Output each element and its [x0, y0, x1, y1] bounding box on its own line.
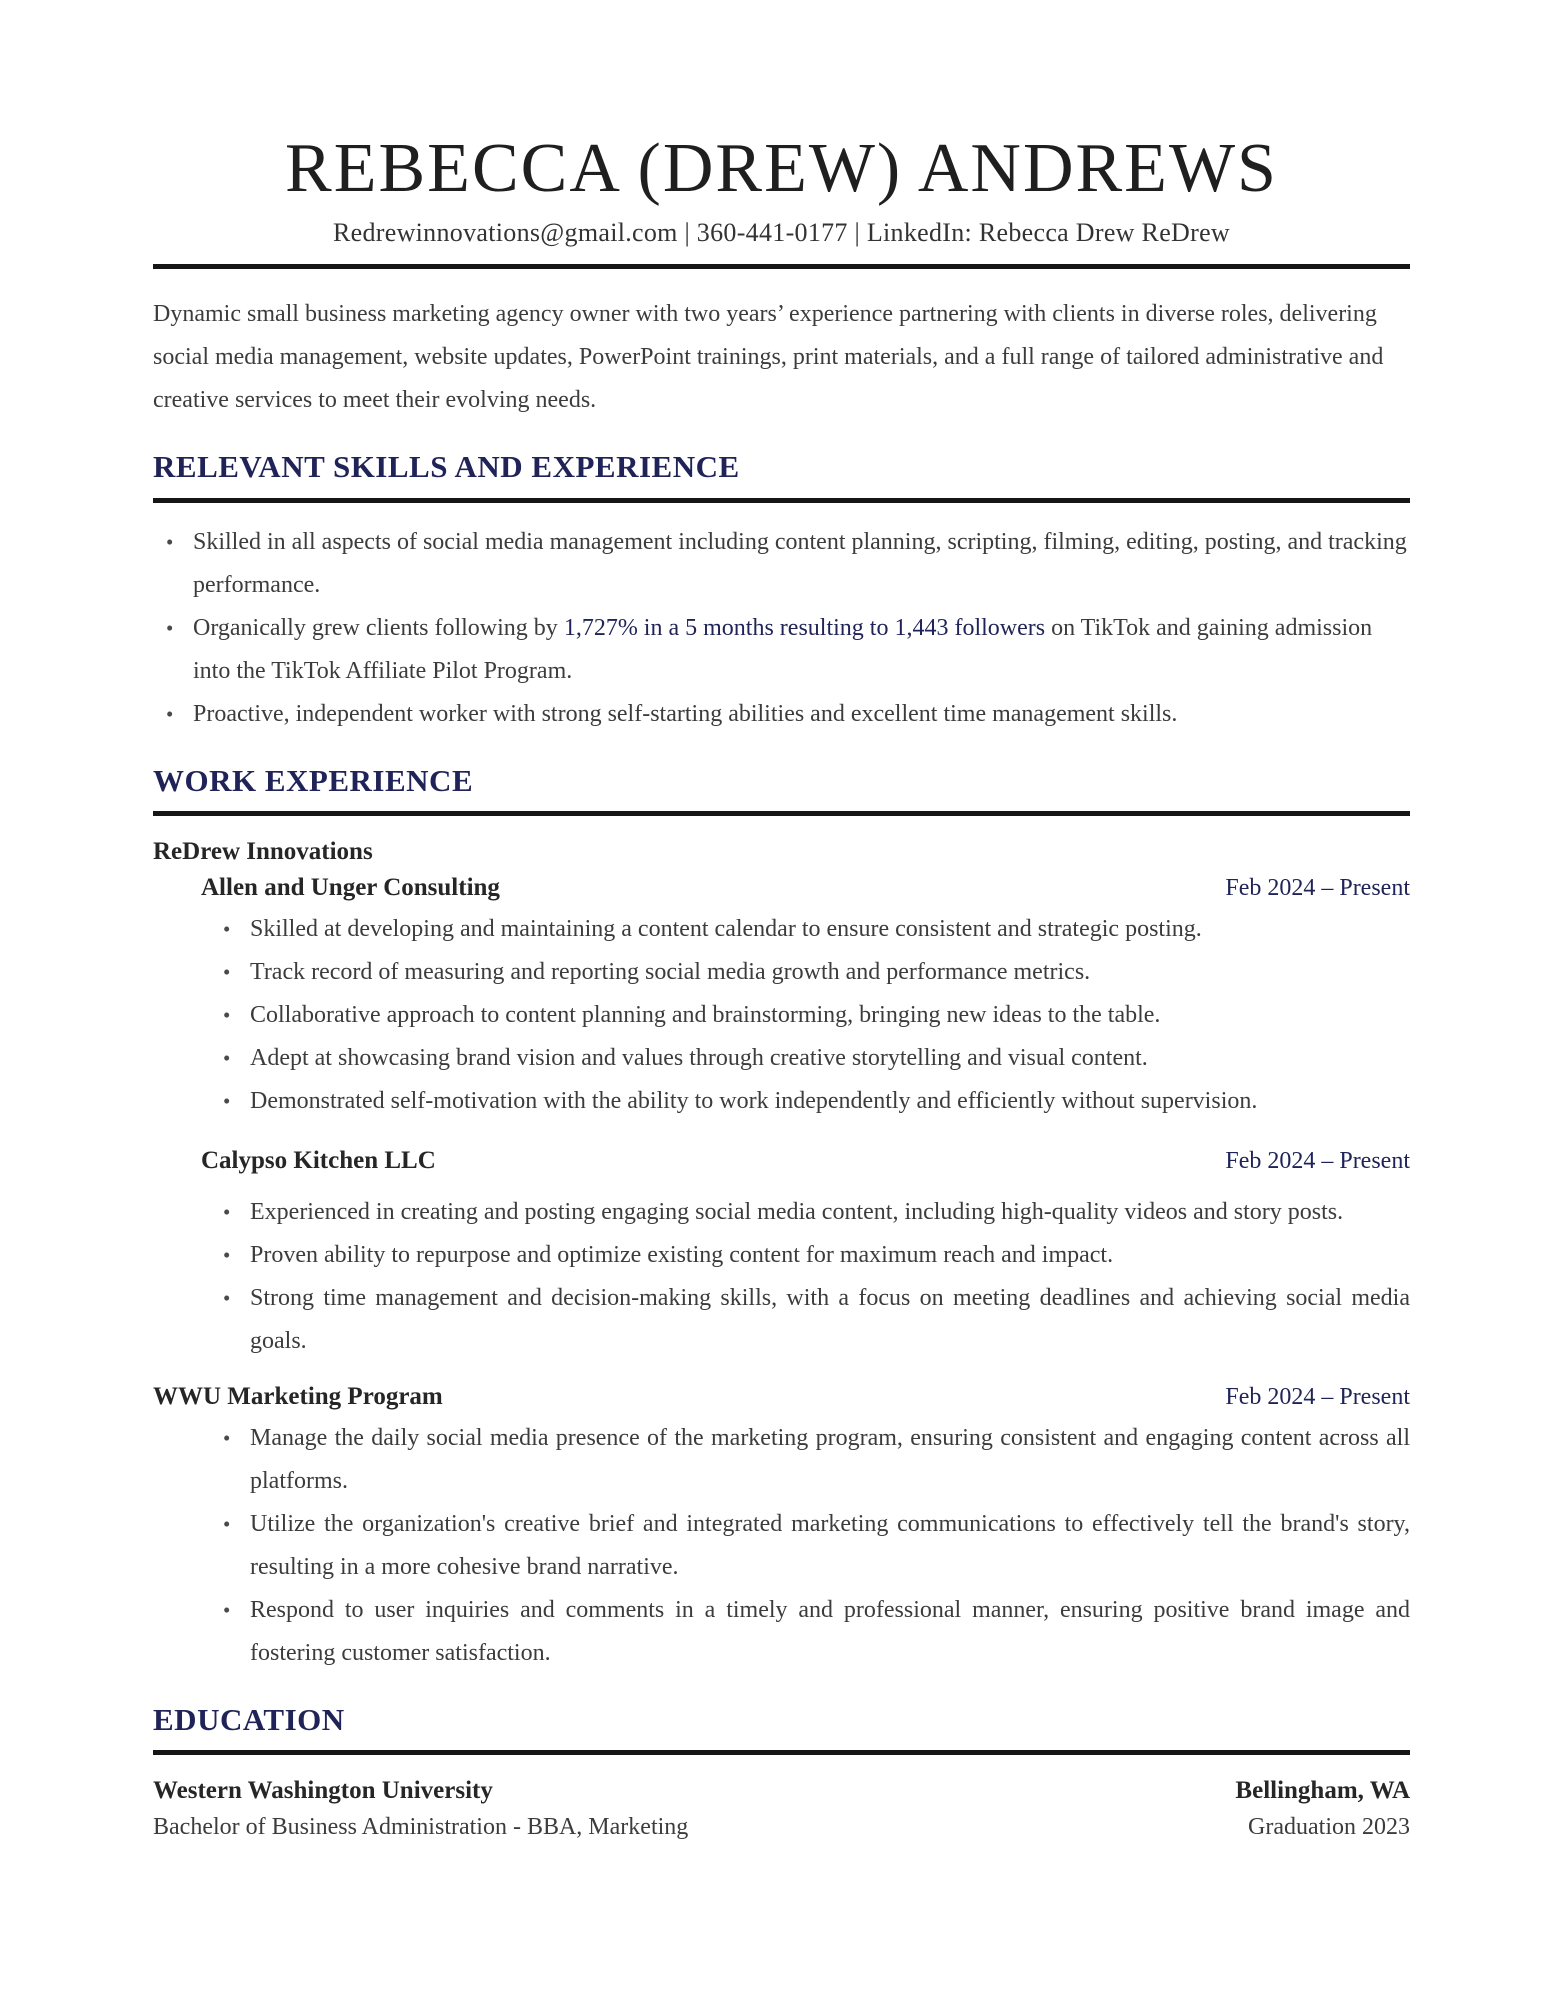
role-date: Feb 2024 – Present: [1225, 1147, 1410, 1174]
education-divider: [153, 1750, 1410, 1755]
role-date: Feb 2024 – Present: [1225, 874, 1410, 901]
role-bullets-allen-and-unger: [153, 908, 1410, 1123]
skill-bullet: [153, 693, 1410, 736]
work-divider: [153, 811, 1410, 816]
role-bullet: [153, 908, 1410, 951]
education-graduation: Graduation 2023: [1248, 1813, 1410, 1840]
bullet-text: Demonstrated self-motivation with the ability to work independently and efficiently without supervision.: [250, 1087, 1258, 1114]
role-bullet: [153, 1503, 1410, 1589]
bullet-text: Experienced in creating and posting engaging social media content, including high-quality videos and story posts.: [250, 1198, 1344, 1225]
role-bullet: [153, 1191, 1410, 1234]
bullet-text: Organically grew clients following by: [193, 614, 564, 641]
education-school: Western Washington University: [153, 1776, 493, 1804]
role-title: Calypso Kitchen LLC: [201, 1146, 436, 1174]
bullet-text: on TikTok and gaining admission into the TikTok Affiliate Pilot Program.: [193, 614, 1373, 684]
role-title: Allen and Unger Consulting: [201, 873, 500, 901]
education-degree: Bachelor of Business Administration - BBA, Marketing: [153, 1813, 689, 1840]
skills-divider: [153, 498, 1410, 503]
section-title-education: EDUCATION: [153, 1701, 345, 1737]
skill-bullet: [153, 607, 1410, 693]
summary-paragraph: Dynamic small business marketing agency owner with two years’ experience partnering with clients in diverse roles, delivering social media management, website updates, PowerPoint trainings, print materials, and a full range of tailored administrative and creative services to meet their evolving needs.: [153, 301, 1384, 414]
role-bullets-calypso-kitchen: [153, 1191, 1410, 1363]
bullet-text: Skilled in all aspects of social media management including content planning, scripting, filming, editing, posting, and tracking performance.: [193, 528, 1407, 598]
bullet-highlight-text: 1,727% in a 5 months resulting to 1,443 followers: [563, 614, 1046, 641]
skill-bullet: [153, 521, 1410, 607]
bullet-text: Adept at showcasing brand vision and values through creative storytelling and visual content.: [250, 1044, 1148, 1071]
role-bullet: [153, 951, 1410, 994]
education-degree-row: [153, 1814, 1410, 1841]
contact-line: Redrewinnovations@gmail.com | 360-441-0177 | LinkedIn: Rebecca Drew ReDrew: [333, 218, 1230, 248]
bullet-text: Skilled at developing and maintaining a content calendar to ensure consistent and strategic posting.: [250, 915, 1202, 942]
header-divider: [153, 264, 1410, 269]
skills-list: [153, 521, 1410, 736]
bullet-text: Proactive, independent worker with strong self-starting abilities and excellent time management skills.: [193, 700, 1178, 727]
education-location: Bellingham, WA: [1235, 1776, 1410, 1804]
role-bullet: [153, 1417, 1410, 1503]
role-bullets-wwu-marketing: [153, 1417, 1410, 1675]
role-bullet: [153, 1037, 1410, 1080]
bullet-text: Respond to user inquiries and comments in a timely and professional manner, ensuring positive brand image and fostering customer satisfaction.: [250, 1596, 1410, 1666]
person-name: REBECCA (DREW) ANDREWS: [285, 130, 1278, 207]
bullet-text: Manage the daily social media presence of the marketing program, ensuring consistent and engaging content across all platforms.: [250, 1424, 1410, 1494]
bullet-text: Collaborative approach to content planning and brainstorming, bringing new ideas to the table.: [250, 1001, 1161, 1028]
role-bullet: [153, 1080, 1410, 1123]
role-bullet: [153, 1277, 1410, 1363]
role-header-calypso-kitchen: [153, 1147, 1410, 1175]
bullet-text: Track record of measuring and reporting social media growth and performance metrics.: [250, 958, 1091, 985]
section-title-skills: RELEVANT SKILLS AND EXPERIENCE: [153, 449, 740, 485]
role-title: WWU Marketing Program: [153, 1382, 443, 1410]
bullet-text: Proven ability to repurpose and optimize existing content for maximum reach and impact.: [250, 1241, 1114, 1268]
role-bullet: [153, 1589, 1410, 1675]
section-title-work: WORK EXPERIENCE: [153, 762, 474, 798]
role-bullet: [153, 994, 1410, 1037]
bullet-text: Utilize the organization's creative brief and integrated marketing communications to effectively tell the brand's story, resulting in a more cohesive brand narrative.: [250, 1510, 1410, 1580]
company-name: ReDrew Innovations: [153, 837, 373, 865]
role-header-wwu-marketing: [153, 1383, 1410, 1411]
role-date: Feb 2024 – Present: [1225, 1383, 1410, 1410]
bullet-text: Strong time management and decision-making skills, with a focus on meeting deadlines and achieving social media goals.: [250, 1284, 1410, 1354]
role-header-allen-and-unger: [153, 874, 1410, 902]
role-bullet: [153, 1234, 1410, 1277]
education-school-row: [153, 1777, 1410, 1805]
